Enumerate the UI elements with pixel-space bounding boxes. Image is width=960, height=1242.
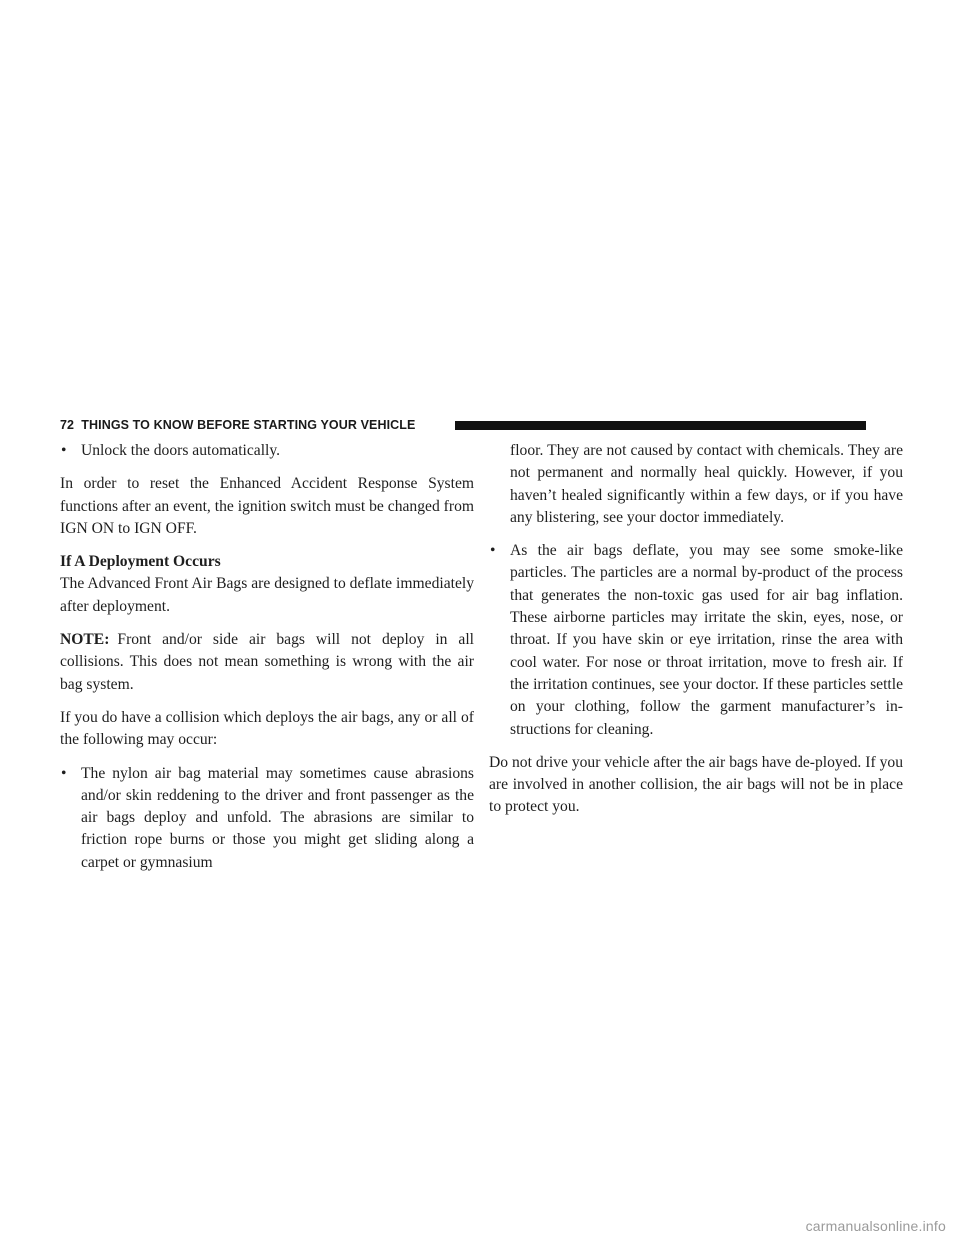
page-number: 72 <box>60 418 75 432</box>
bullet-text: As the air bags deflate, you may see some smoke-like particles. The particles are a normal by-product of the process that generates the non-toxic gas used for air bag inflation. These airborne particles may irritate the skin, eyes, nose, or throat. If you have skin or eye irritation, rinse the area with cool water. For nose or throat irritation, move to fresh air. If the irritation continues, see your doctor. If these particles settle on your clothing, follow the garment manufacturer’s in-structions for cleaning. <box>510 542 903 738</box>
bullet-smoke-particles <box>489 540 903 741</box>
section-title: THINGS TO KNOW BEFORE STARTING YOUR VEHICLE <box>81 418 416 432</box>
header-text <box>60 418 421 432</box>
left-column <box>60 440 474 885</box>
bullet-text: The nylon air bag material may sometimes cause abrasions and/or skin reddening to the driver and front passenger as the air bags deploy and unfold. The abrasions are similar to friction rope burns or those you might get sliding along a carpet or gymnasium <box>81 764 474 871</box>
page-header <box>60 419 866 433</box>
header-rule <box>455 421 866 430</box>
bullet-unlock-doors <box>60 440 474 462</box>
heading-deployment: If A Deployment Occurs <box>60 553 221 571</box>
bullet-text: Unlock the doors automatically. <box>81 442 281 459</box>
right-column <box>489 440 903 830</box>
note-label: NOTE: <box>60 631 110 649</box>
bullet-icon: • <box>61 442 67 459</box>
note-paragraph <box>60 629 474 696</box>
paragraph-collision: If you do have a collision which deploys the air bags, any or all of the following may occur: <box>60 708 474 749</box>
paragraph-deflate: The Advanced Front Air Bags are designed to deflate immediately after deployment. <box>60 575 474 615</box>
bullet-nylon-continued: floor. They are not caused by contact with chemicals. They are not permanent and normally heal quickly. However, if you haven’t healed significantly within a few days, or if you have any blistering, see your doctor immediately. <box>510 442 903 526</box>
bullet-icon: • <box>490 542 496 560</box>
bullet-icon: • <box>61 764 67 782</box>
note-text: Front and/or side air bags will not deploy in all collisions. This does not mean something is wrong with the air bag system. <box>60 631 474 693</box>
paragraph-reset: In order to reset the Enhanced Accident Response System functions after an event, the ignition switch must be changed from IGN ON to IGN OFF. <box>60 475 474 537</box>
watermark: carmanualsonline.info <box>805 1218 946 1234</box>
bullet-nylon-material <box>60 763 474 874</box>
paragraph-final: Do not drive your vehicle after the air bags have de-ployed. If you are involved in another collision, the air bags will not be in place to protect you. <box>489 753 903 816</box>
